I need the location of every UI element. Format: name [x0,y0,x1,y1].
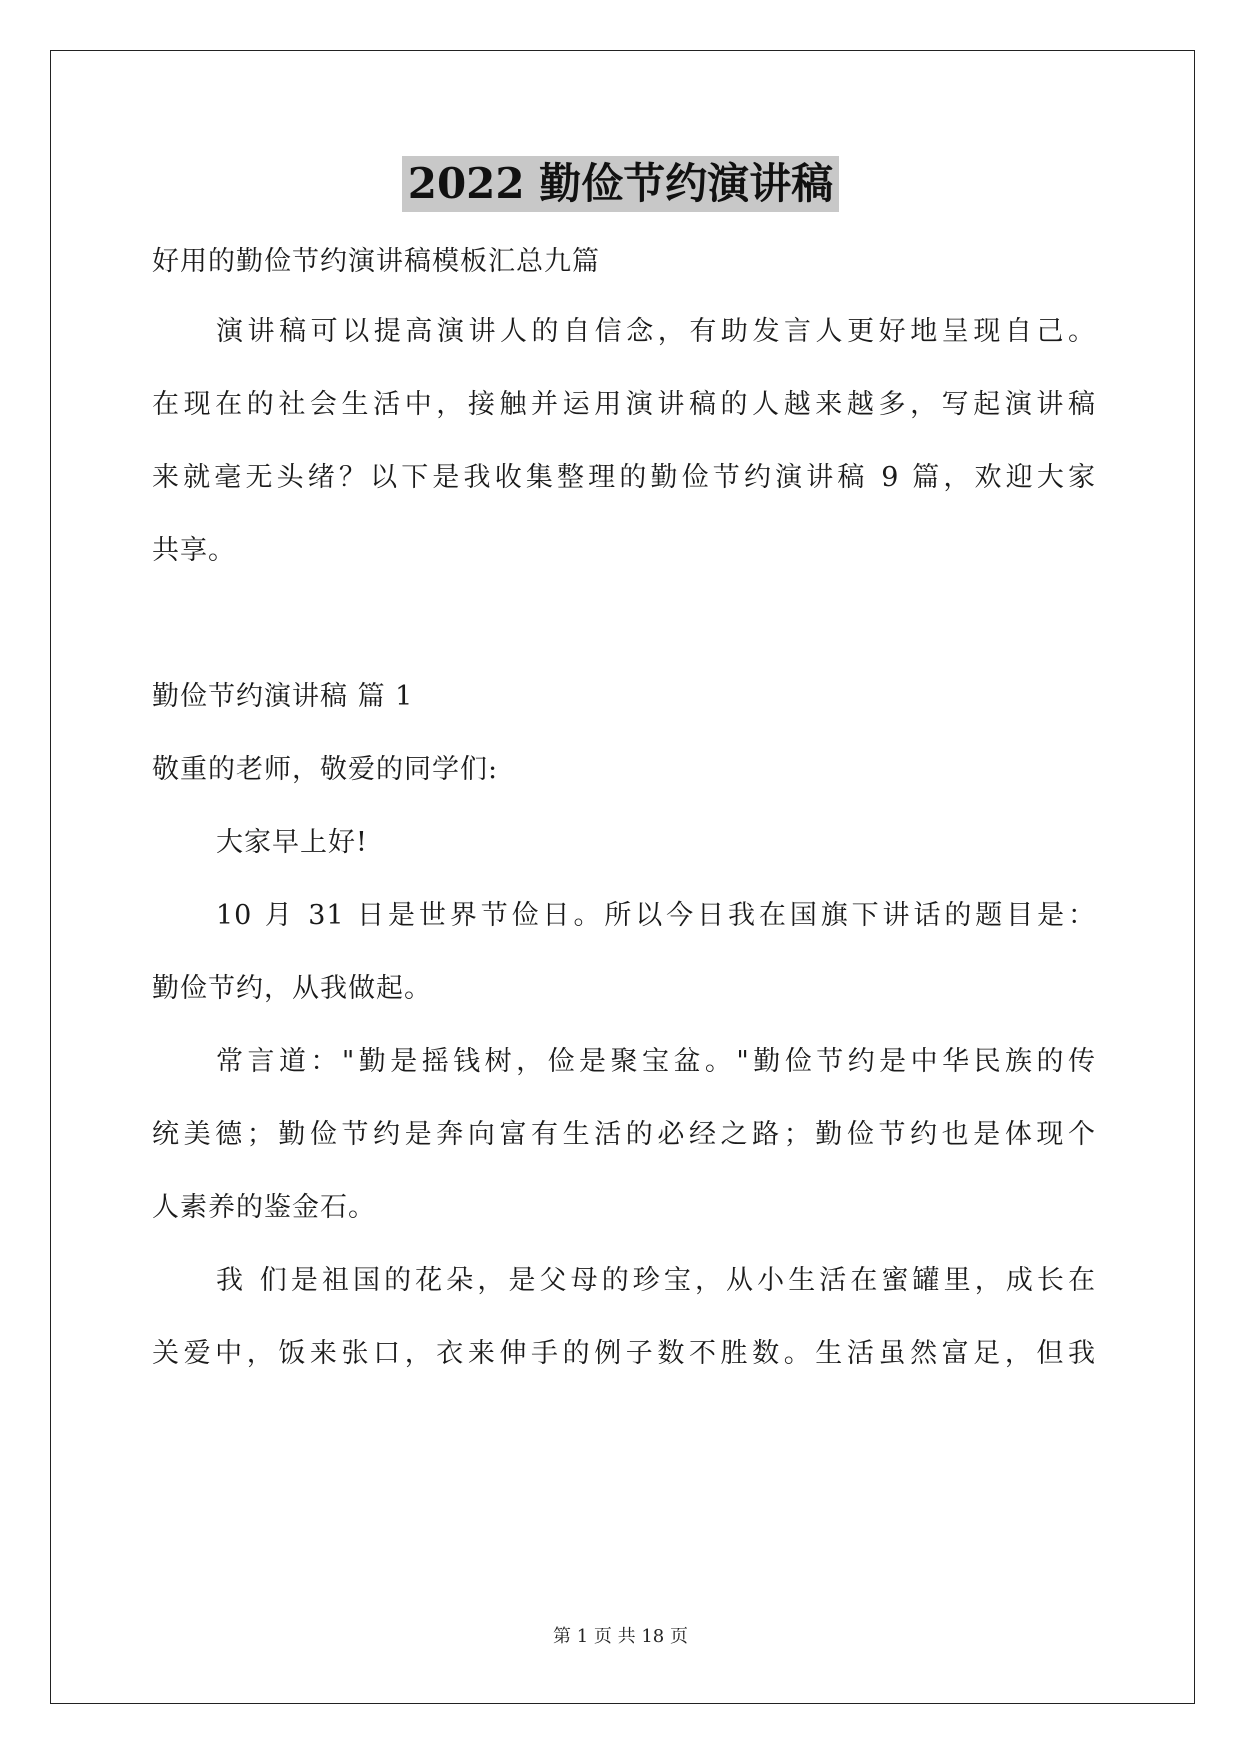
intro-line-2: 在现在的社会生活中，接触并运用演讲稿的人越来越多，写起演讲稿 [152,389,1096,420]
para2-line-2: 统美德；勤俭节约是奔向富有生活的必经之路；勤俭节约也是体现个 [152,1119,1096,1150]
subtitle: 好用的勤俭节约演讲稿模板汇总九篇 [152,246,600,277]
section-heading: 勤俭节约演讲稿 篇 1 [152,681,414,712]
page-number-footer: 第 1 页 共 18 页 [553,1626,688,1647]
document-title: 2022 勤俭节约演讲稿 [402,156,840,212]
para3-line-2: 关爱中，饭来张口，衣来伸手的例子数不胜数。生活虽然富足，但我 [152,1338,1096,1369]
para1-line-2: 勤俭节约，从我做起。 [152,973,432,1004]
para3-line-1: 我 们是祖国的花朵，是父母的珍宝，从小生活在蜜罐里，成长在 [216,1265,1096,1296]
title-container [0,156,1241,212]
intro-line-3: 来就毫无头绪？以下是我收集整理的勤俭节约演讲稿 9 篇，欢迎大家 [152,462,1096,493]
para2-line-3: 人素养的鉴金石。 [152,1192,376,1223]
intro-line-1: 演讲稿可以提高演讲人的自信念，有助发言人更好地呈现自己。 [216,316,1096,347]
para2-line-1: 常言道："勤是摇钱树，俭是聚宝盆。"勤俭节约是中华民族的传 [216,1046,1096,1077]
intro-line-4: 共享。 [152,535,236,566]
page-border [50,50,1195,1704]
greeting: 大家早上好! [216,827,368,858]
para1-line-1: 10 月 31 日是世界节俭日。所以今日我在国旗下讲话的题目是： [216,900,1096,931]
salutation: 敬重的老师，敬爱的同学们: [152,754,499,785]
